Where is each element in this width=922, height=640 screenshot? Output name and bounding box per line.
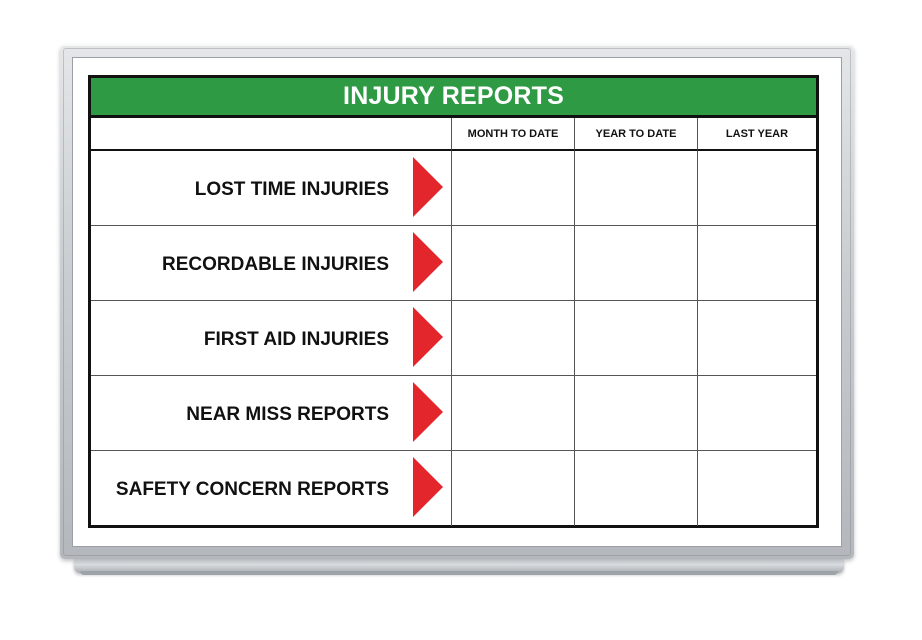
cell-year-to-date[interactable] xyxy=(575,151,698,226)
row-label-cell xyxy=(91,376,452,451)
row-label: RECORDABLE INJURIES xyxy=(162,254,389,275)
header-year-to-date: YEAR TO DATE xyxy=(575,118,698,151)
cell-month-to-date[interactable] xyxy=(452,301,575,376)
header-blank-cell xyxy=(91,118,452,151)
row-label: FIRST AID INJURIES xyxy=(203,329,389,350)
marker-tray-lip xyxy=(80,571,838,575)
cell-year-to-date[interactable] xyxy=(575,451,698,526)
row-label: NEAR MISS REPORTS xyxy=(186,404,389,425)
header-last-year: LAST YEAR xyxy=(698,118,816,151)
red-arrow-icon xyxy=(413,457,443,517)
red-arrow-icon xyxy=(413,382,443,442)
cell-last-year[interactable] xyxy=(698,376,816,451)
red-arrow-icon xyxy=(413,307,443,367)
row-label-cell xyxy=(91,151,452,226)
chart-title: INJURY REPORTS xyxy=(91,78,816,118)
red-arrow-icon xyxy=(413,157,443,217)
cell-year-to-date[interactable] xyxy=(575,226,698,301)
cell-year-to-date[interactable] xyxy=(575,376,698,451)
row-label: SAFETY CONCERN REPORTS xyxy=(115,479,389,500)
cell-month-to-date[interactable] xyxy=(452,451,575,526)
cell-last-year[interactable] xyxy=(698,151,816,226)
report-grid xyxy=(91,118,816,526)
cell-month-to-date[interactable] xyxy=(452,376,575,451)
cell-year-to-date[interactable] xyxy=(575,301,698,376)
cell-last-year[interactable] xyxy=(698,226,816,301)
cell-month-to-date[interactable] xyxy=(452,226,575,301)
injury-reports-chart xyxy=(88,75,819,528)
header-month-to-date: MONTH TO DATE xyxy=(452,118,575,151)
cell-last-year[interactable] xyxy=(698,301,816,376)
row-label-cell xyxy=(91,301,452,376)
row-label-cell xyxy=(91,226,452,301)
cell-last-year[interactable] xyxy=(698,451,816,526)
red-arrow-icon xyxy=(413,232,443,292)
cell-month-to-date[interactable] xyxy=(452,151,575,226)
row-label: LOST TIME INJURIES xyxy=(194,179,389,200)
row-label-cell xyxy=(91,451,452,526)
